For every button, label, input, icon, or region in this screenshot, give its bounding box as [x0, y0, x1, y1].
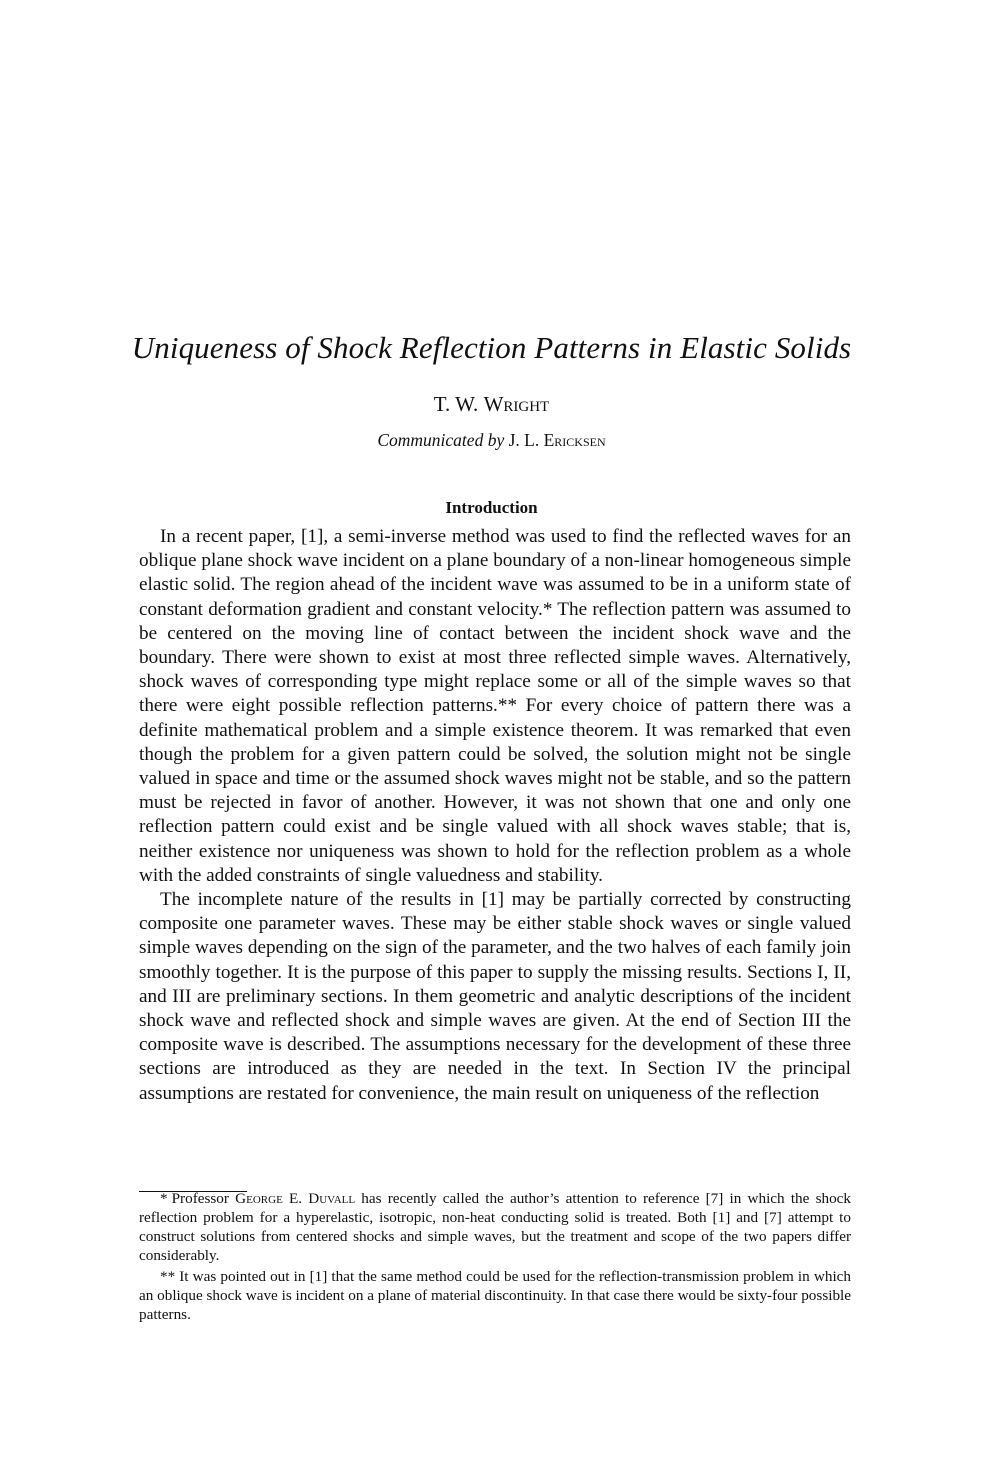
communicated-prefix: Communicated by [377, 430, 505, 450]
communicated-by-line [0, 428, 983, 452]
paragraph-1: In a recent paper, [1], a semi-inverse method was used to find the reflected waves for an oblique plane shock wave incident on a plane boundary of a non-linear homogeneous simple elastic solid. The region ahead of the incident wave was assumed to be in a uniform state of constant deformation gradient and constant velocity.* The reflection pattern was assumed to be centered on the moving line of contact between the incident shock wave and the boundary. There were shown to exist at most three reflected simple waves. Alternatively, shock waves of corresponding type might replace some or all of the simple waves so that there were eight possible reflection patterns.** For every choice of pattern there was a definite mathematical problem and a simple existence theorem. It was remarked that even though the problem for a given pattern could be solved, the solution might not be single valued in space and time or the assumed shock waves might not be stable, and so the pattern must be rejected in favor of another. However, it was not shown that one and only one reflection pattern could exist and be single valued with all shock waves stable; that is, neither existence nor uniqueness was shown to hold for the reflection problem as a whole with the added constraints of single valuedness and stability. [139, 526, 851, 886]
section-heading: Introduction [445, 498, 538, 517]
footnote-2-mark: ** [160, 1268, 176, 1285]
footnote-1-prefix: Professor [171, 1190, 236, 1207]
footnote-1 [139, 1189, 851, 1265]
paper-title: Uniqueness of Shock Reflection Patterns in Elastic Solids [131, 330, 852, 365]
footnote-1-mark: * [160, 1190, 168, 1207]
communicator-initials: J. L. [504, 430, 544, 450]
footnote-2-text: It was pointed out in [1] that the same method could be used for the reflection-transmission problem in which an oblique shock wave is incident on a plane of material discontinuity. In that case there would be sixty-four possible patterns. [139, 1268, 851, 1323]
author-line [0, 391, 983, 417]
author-initials: T. W. [433, 392, 484, 416]
footnote-1-name-last: Duvall [308, 1190, 356, 1207]
footnote-1-name-first: George [235, 1190, 283, 1207]
footnote-2 [139, 1267, 851, 1324]
communicator-surname: Ericksen [543, 430, 606, 450]
body-text [139, 525, 851, 1106]
footnotes [139, 1189, 851, 1326]
footnote-1-name-mid: E. [282, 1190, 309, 1207]
paragraph-2: The incomplete nature of the results in [1] may be partially corrected by constructing composite one parameter waves. These may be either stable shock waves or single valued simple waves depending on the sign of the parameter, and the two halves of each family join smoothly together. It is the purpose of this paper to supply the missing results. Sections I, II, and III are preliminary sections. In them geometric and analytic descriptions of the incident shock wave and reflected shock and simple waves are given. At the end of Section III the composite wave is described. The assumptions necessary for the development of these three sections are introduced as they are needed in the text. In Section IV the principal assumptions are restated for convenience, the main result on uniqueness of the reflection [139, 889, 851, 1104]
author-surname: Wright [483, 392, 550, 416]
footnote-1-text: has recently called the author’s attention to reference [7] in which the shock reflection problem for a hyperelastic, isotropic, non-heat conducting solid is treated. Both [1] and [7] attempt to construct solutions from centered shocks and simple waves, but the treatment and scope of the two papers differ considerably. [139, 1190, 851, 1264]
